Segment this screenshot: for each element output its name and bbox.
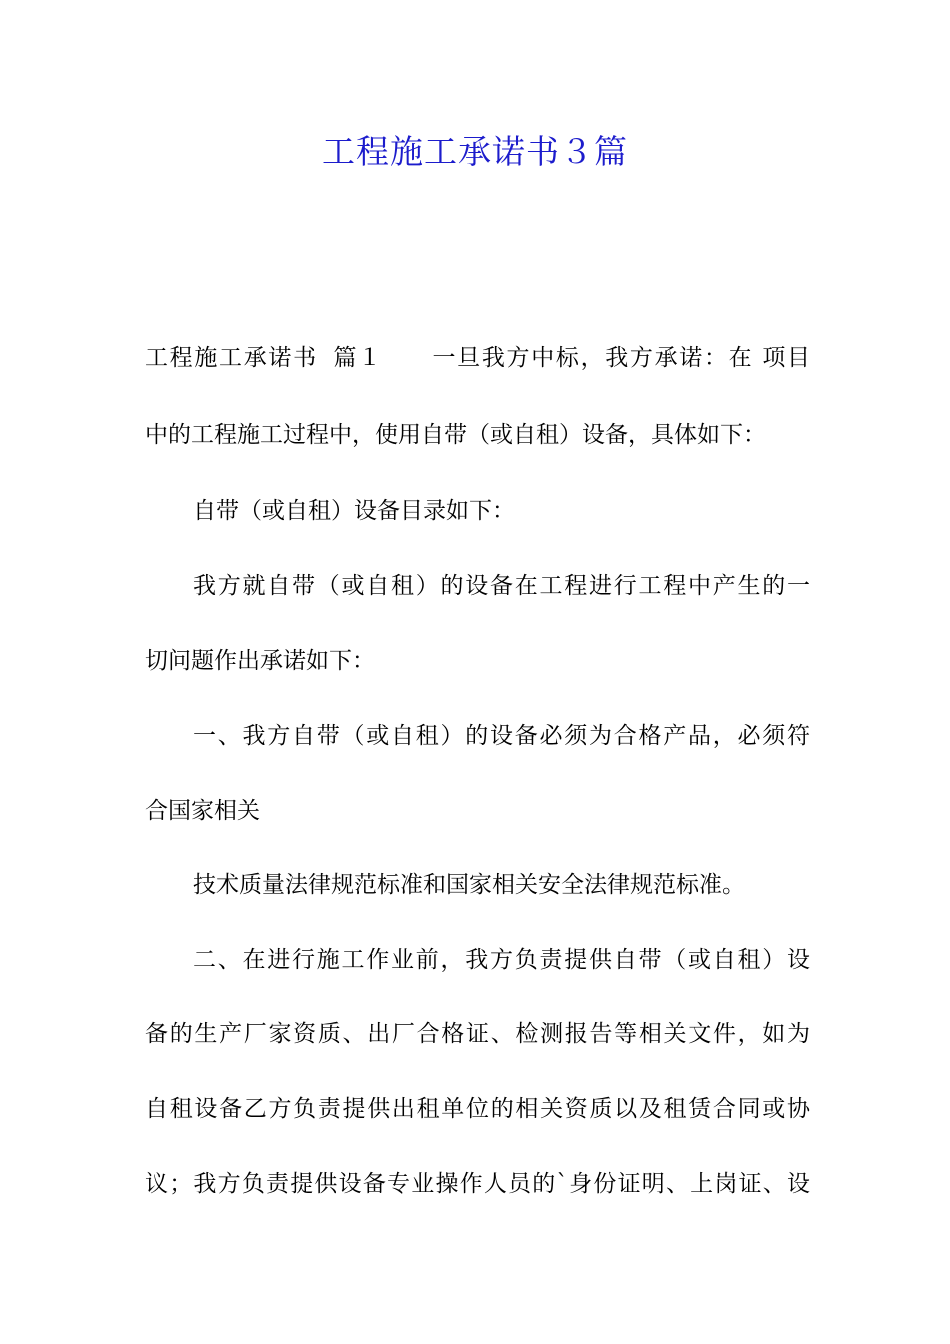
paragraph-line: 中的工程施工过程中，使用自带（或自租）设备，具体如下： <box>145 422 766 448</box>
paragraph-line: 自租设备乙方负责提供出租单位的相关资质以及租赁合同或协 <box>145 1096 810 1122</box>
document-title: 工程施工承诺书３篇 <box>322 132 628 171</box>
paragraph-line: 自带（或自租）设备目录如下： <box>193 498 515 524</box>
paragraph-text: 一旦我方中标，我方承诺：在 项目 <box>430 345 811 371</box>
paragraph-line <box>145 342 810 374</box>
paragraph-line: 我方就自带（或自租）的设备在工程进行工程中产生的一 <box>193 573 810 599</box>
paragraph-line: 技术质量法律规范标准和国家相关安全法律规范标准。 <box>193 872 745 898</box>
paragraph-line: 一、我方自带（或自租）的设备必须为合格产品，必须符 <box>193 723 810 749</box>
section-heading: 工程施工承诺书 <box>145 345 318 371</box>
paragraph-line: 切问题作出承诺如下： <box>145 648 375 674</box>
paragraph-line: 合国家相关 <box>145 798 260 824</box>
paragraph-line: 议；我方负责提供设备专业操作人员的`身份证明、上岗证、设 <box>145 1171 810 1197</box>
paragraph-line: 二、在进行施工作业前，我方负责提供自带（或自租）设 <box>193 947 810 973</box>
section-number: 篇１ <box>331 345 383 371</box>
paragraph-line: 备的生产厂家资质、出厂合格证、检测报告等相关文件，如为 <box>145 1021 810 1047</box>
